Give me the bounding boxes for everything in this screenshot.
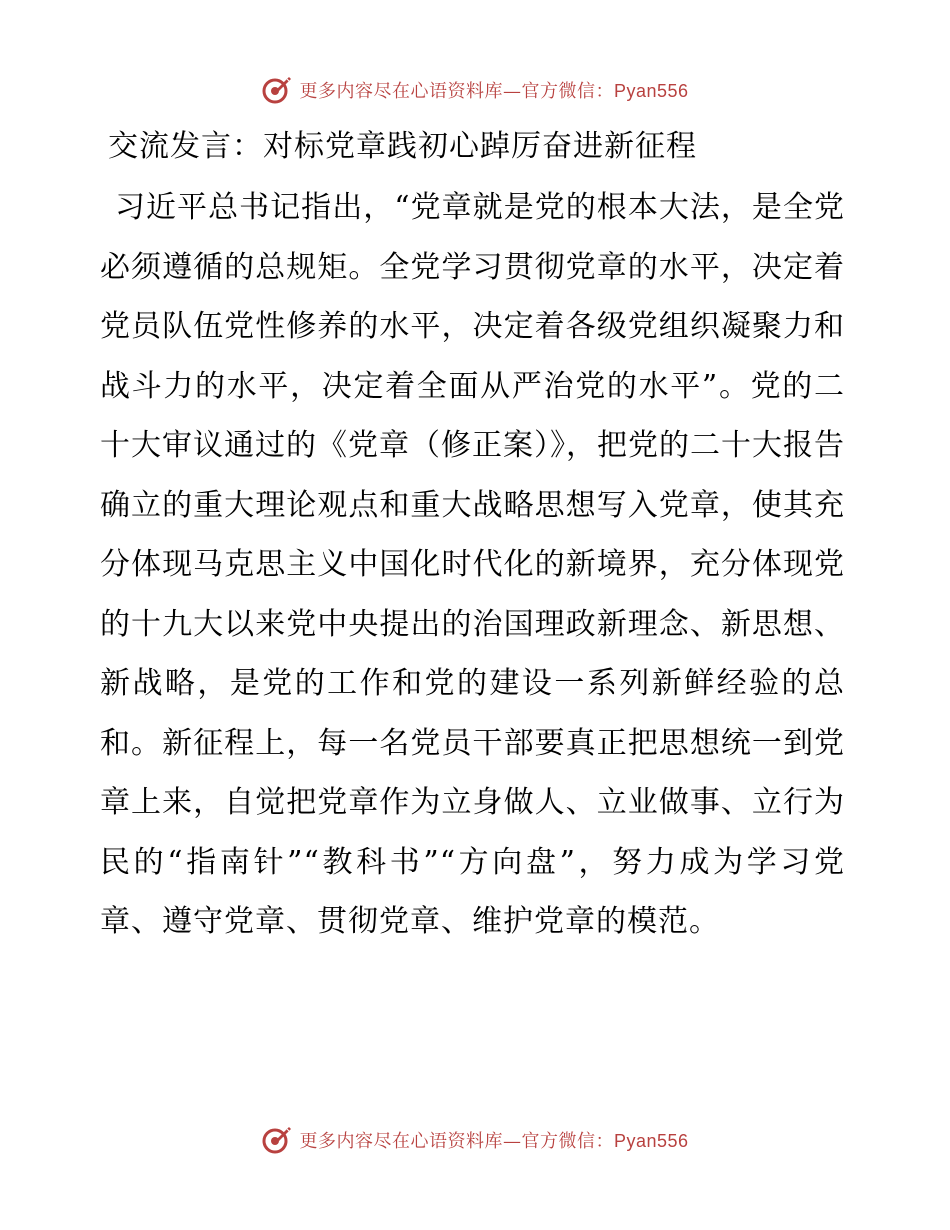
footer-watermark bbox=[0, 1120, 950, 1160]
watermark-wechat-id: Pyan556 bbox=[613, 81, 689, 101]
pen-nib-logo-icon bbox=[261, 1124, 293, 1156]
watermark-text: 更多内容尽在心语资料库—官方微信：Pyan556 bbox=[299, 81, 689, 102]
document-body-paragraph: 习近平总书记指出，“党章就是党的根本大法，是全党必须遵循的总规矩。全党学习贯彻党章的水平，决定着党员队伍党性修养的水平，决定着各级党组织凝聚力和战斗力的水平，决定着全面从严治党的水平”。党的二十大审议通过的《党章（修正案）》，把党的二十大报告确立的重大理论观点和重大战略思想写入党章，使其充分体现马克思主义中国化时代化的新境界，充分体现党的十九大以来党中央提出的治国理政新理念、新思想、新战略，是党的工作和党的建设一系列新鲜经验的总和。新征程上，每一名党员干部要真正把思想统一到党章上来，自觉把党章作为立身做人、立业做事、立行为民的“指南针”“教科书”“方向盘”，努力成为学习党章、遵守党章、贯彻党章、维护党章的模范。 bbox=[100, 190, 845, 939]
watermark-text: 更多内容尽在心语资料库—官方微信：Pyan556 bbox=[299, 1131, 689, 1152]
document-title: 交流发言：对标党章践初心踔厉奋进新征程 bbox=[108, 129, 697, 164]
watermark-wechat-id: Pyan556 bbox=[613, 1131, 689, 1151]
header-watermark bbox=[0, 70, 950, 110]
pen-nib-logo-icon bbox=[261, 74, 293, 106]
